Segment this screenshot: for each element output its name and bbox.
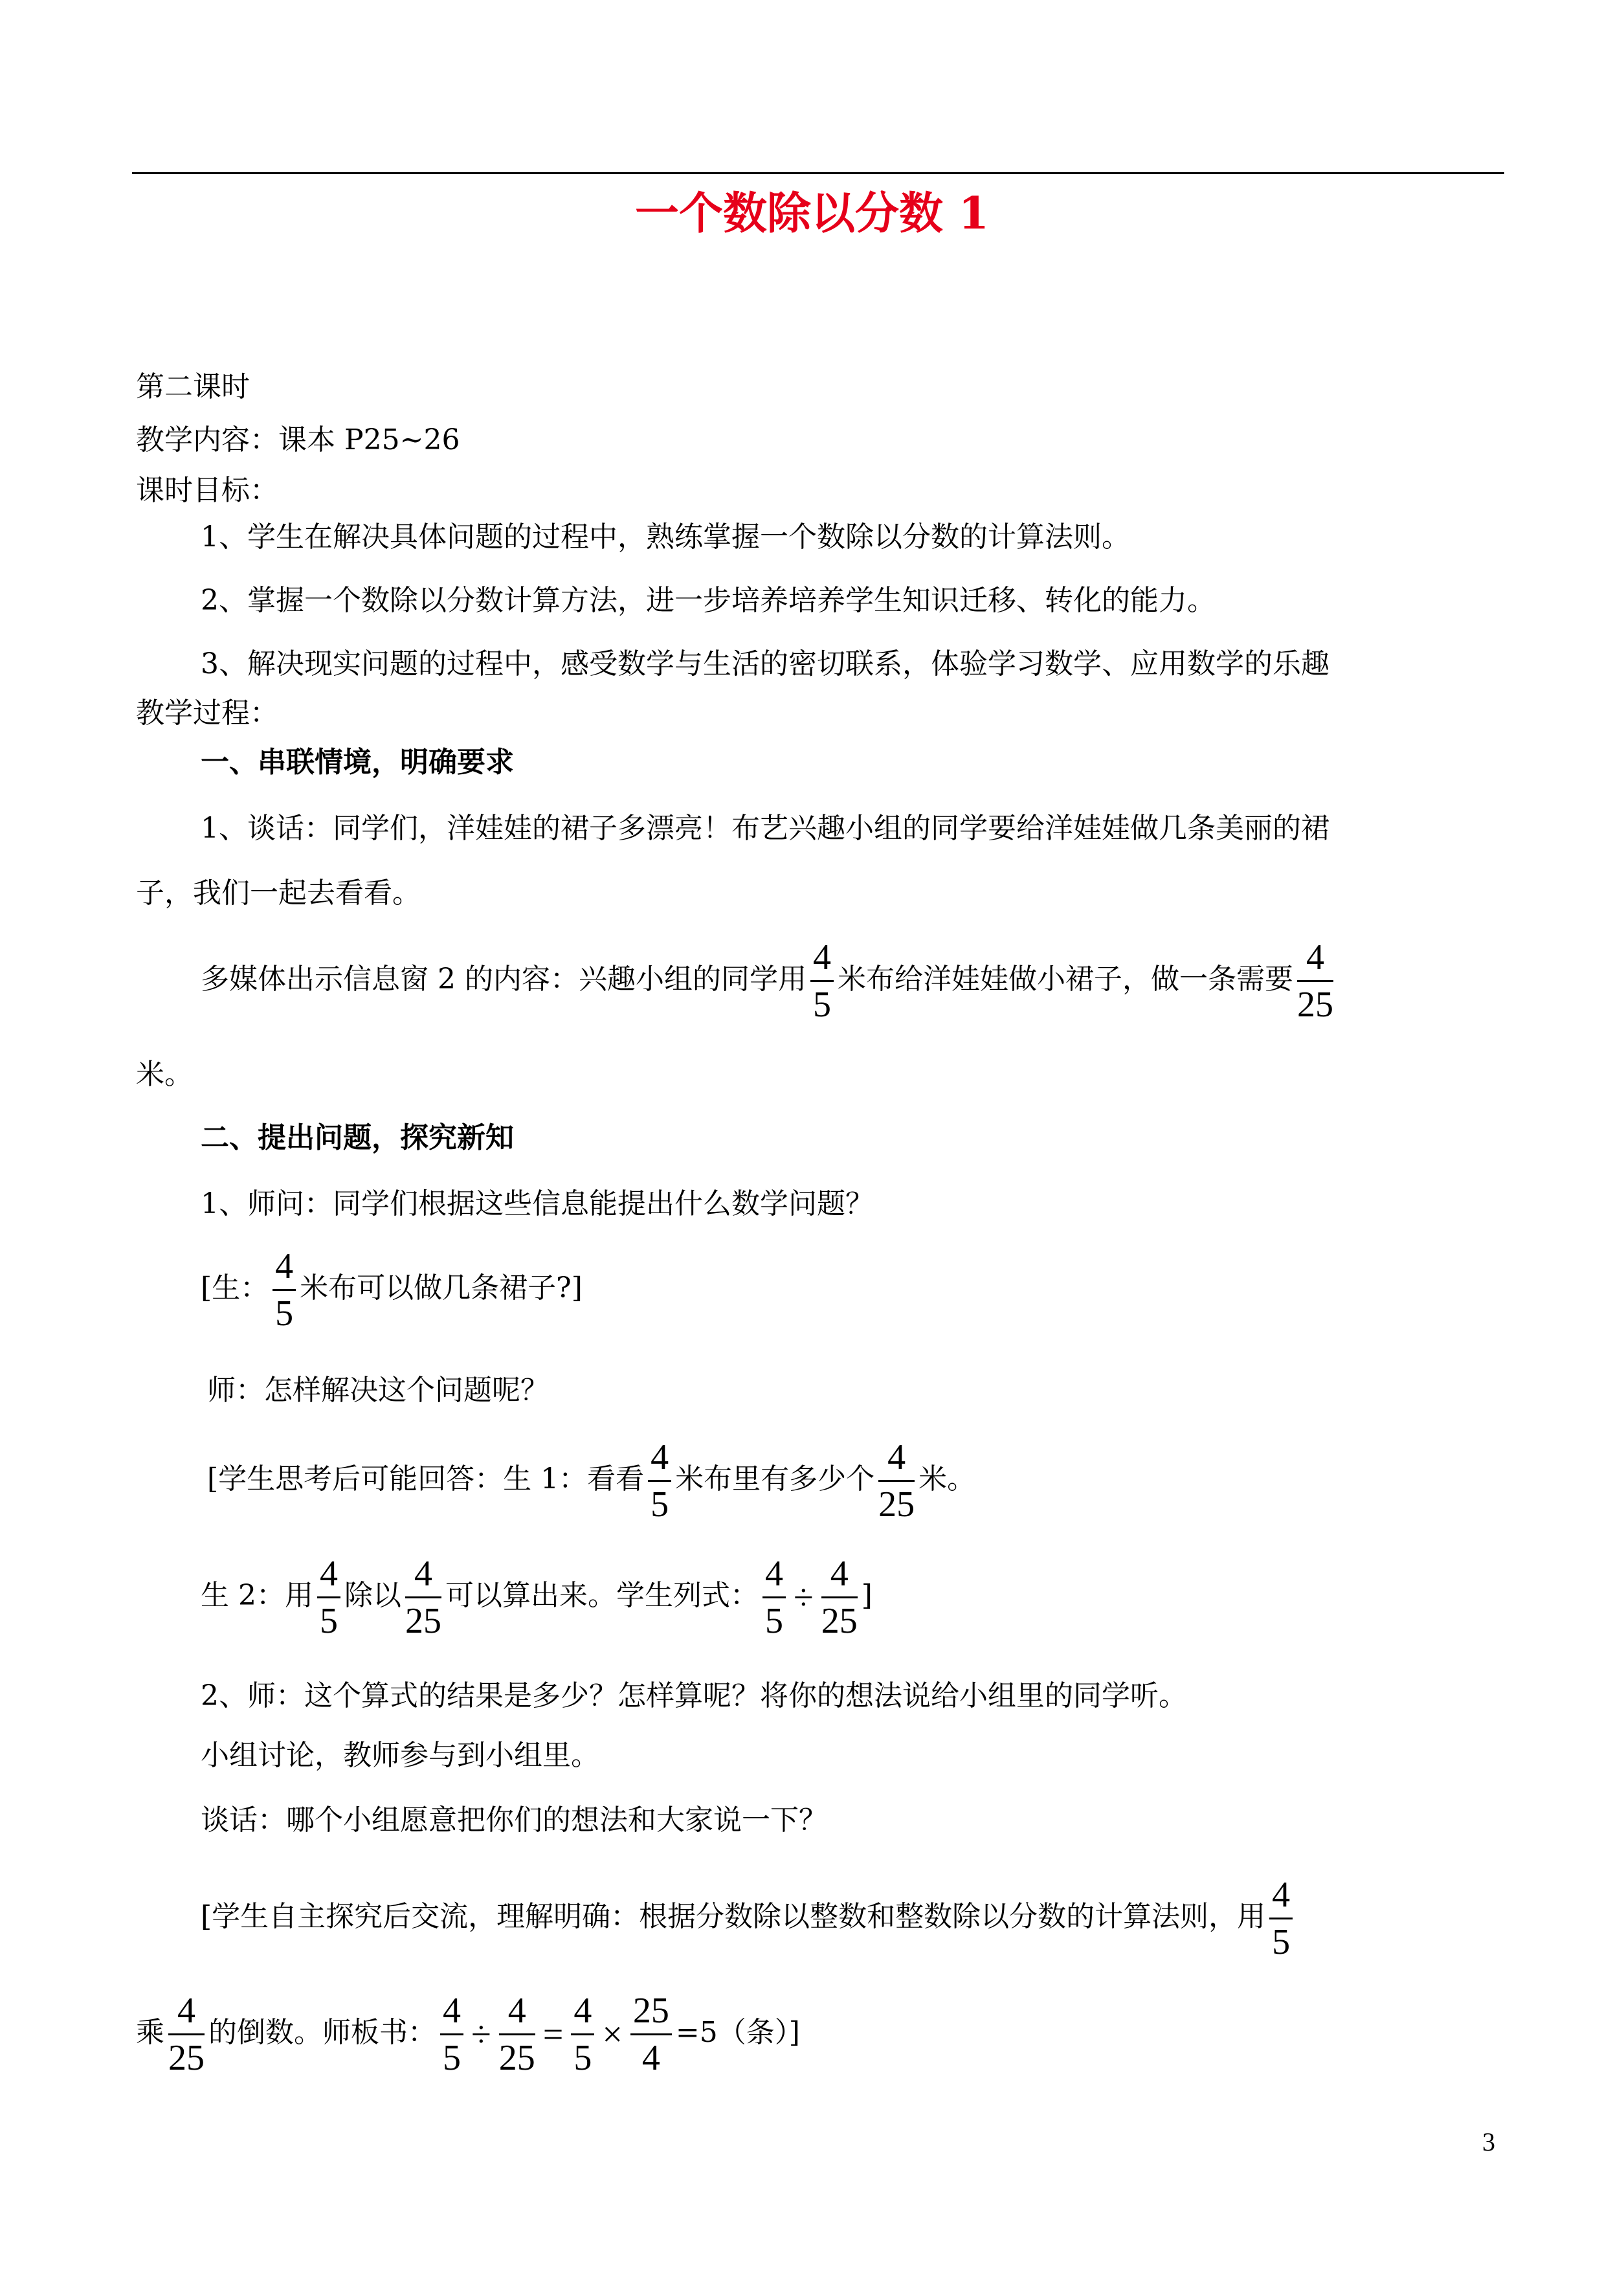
fraction-4-25 <box>405 1554 441 1641</box>
fraction-4-25 <box>821 1554 858 1641</box>
numerator: 4 <box>317 1554 340 1598</box>
s2-question-2: 师：怎样解决这个问题呢？ <box>207 1374 549 1407</box>
multiply-sign: × <box>602 2014 623 2055</box>
s2-p4-text-a: 乘 <box>136 2016 164 2049</box>
fraction-4-5 <box>810 937 834 1025</box>
fraction-4-5 <box>762 1554 786 1641</box>
s1-paragraph-2c: 米。 <box>136 1058 193 1091</box>
s2-paragraph-3 <box>201 1875 1296 1962</box>
s2-paragraph-1: 小组讨论，教师参与到小组里。 <box>201 1739 599 1772</box>
denominator: 5 <box>319 1601 338 1641</box>
section-2-heading: 二、提出问题，探究新知 <box>201 1121 514 1154</box>
s2-a3-text-d: ] <box>861 1579 873 1612</box>
s2-question-1: 1、师问：同学们根据这些信息能提出什么数学问题？ <box>201 1187 874 1220</box>
page-title: 一个数除以分数 1 <box>635 188 989 240</box>
fraction-4-5 <box>648 1437 671 1525</box>
s1-paragraph-1a: 1、谈话：同学们，洋娃娃的裙子多漂亮！布艺兴趣小组的同学要给洋娃娃做几条美丽的裙 <box>201 812 1329 845</box>
numerator: 4 <box>762 1554 786 1598</box>
s1-paragraph-1b: 子，我们一起去看看。 <box>136 877 421 910</box>
denominator: 5 <box>651 1484 669 1525</box>
s2-answer-2 <box>207 1437 975 1525</box>
header-rule <box>132 172 1504 174</box>
numerator: 4 <box>1297 937 1333 982</box>
numerator: 4 <box>1269 1875 1293 1919</box>
fraction-4-5 <box>571 1991 594 2078</box>
content-line: 教学内容：课本 P25~26 <box>136 423 460 456</box>
numerator: 4 <box>571 1991 594 2035</box>
numerator: 4 <box>405 1554 441 1598</box>
fraction-4-25 <box>499 1991 535 2078</box>
goal-1: 1、学生在解决具体问题的过程中，熟练掌握一个数除以分数的计算法则。 <box>201 520 1130 554</box>
numerator: 4 <box>810 937 834 982</box>
s2-question-3: 2、师：这个算式的结果是多少？怎样算呢？将你的想法说给小组里的同学听。 <box>201 1679 1187 1712</box>
fraction-4-25 <box>168 1991 205 2078</box>
equals-sign: = <box>542 2014 564 2055</box>
s2-a3-text-c: 可以算出来。学生列式： <box>445 1579 759 1612</box>
s2-p4-text-b: 的倒数。师板书： <box>208 2016 436 2049</box>
s2-a3-text-a: 生 2：用 <box>201 1579 313 1612</box>
denominator: 5 <box>764 1601 783 1641</box>
s2-a3-text-b: 除以 <box>344 1579 401 1612</box>
fraction-4-5 <box>317 1554 340 1641</box>
s2-a2-text-b: 米布里有多少个 <box>675 1462 875 1495</box>
divide-sign: ÷ <box>793 1577 814 1618</box>
denominator: 5 <box>1272 1922 1291 1962</box>
goals-heading: 课时目标： <box>136 474 278 507</box>
numerator: 4 <box>499 1991 535 2035</box>
s2-p4-text-c: =5（条）] <box>675 2016 800 2049</box>
numerator: 4 <box>821 1554 858 1598</box>
s2-paragraph-4 <box>136 1991 800 2078</box>
numerator: 4 <box>273 1246 296 1291</box>
fraction-4-25 <box>1297 937 1333 1025</box>
numerator: 4 <box>440 1991 463 2035</box>
numerator: 4 <box>648 1437 671 1482</box>
denominator: 25 <box>1296 985 1333 1025</box>
denominator: 25 <box>405 1601 441 1641</box>
s2-paragraph-2: 谈话：哪个小组愿意把你们的想法和大家说一下？ <box>201 1804 827 1837</box>
page-number: 3 <box>1482 2127 1495 2156</box>
s1-p2-text-a: 多媒体出示信息窗 2 的内容：兴趣小组的同学用 <box>201 963 806 996</box>
s2-a1-text-b: 米布可以做几条裙子?] <box>300 1271 583 1304</box>
lesson-label: 第二课时 <box>136 370 250 403</box>
fraction-4-5 <box>1269 1875 1293 1962</box>
denominator: 5 <box>443 2038 461 2078</box>
s2-p3-text: [学生自主探究后交流，理解明确：根据分数除以整数和整数除以分数的计算法则，用 <box>201 1900 1266 1933</box>
s2-answer-3 <box>201 1554 873 1641</box>
divide-sign: ÷ <box>471 2014 491 2055</box>
s1-p2-text-b: 米布给洋娃娃做小裙子，做一条需要 <box>837 963 1293 996</box>
denominator: 25 <box>168 2038 205 2078</box>
goal-3: 3、解决现实问题的过程中，感受数学与生活的密切联系，体验学习数学、应用数学的乐趣 <box>201 647 1329 680</box>
numerator: 4 <box>168 1991 205 2035</box>
process-heading: 教学过程： <box>136 697 278 730</box>
denominator: 25 <box>878 1484 915 1525</box>
denominator: 4 <box>641 2038 660 2078</box>
denominator: 5 <box>812 985 831 1025</box>
s2-a2-text-c: 米。 <box>918 1462 976 1495</box>
fraction-4-5 <box>273 1246 296 1334</box>
s2-answer-1 <box>201 1246 583 1334</box>
denominator: 25 <box>821 1601 858 1641</box>
s2-a1-text-a: [生： <box>201 1271 269 1304</box>
s2-a2-text-a: [学生思考后可能回答：生 1：看看 <box>207 1462 645 1495</box>
fraction-25-4 <box>630 1991 672 2078</box>
numerator: 25 <box>630 1991 672 2035</box>
denominator: 5 <box>275 1293 294 1334</box>
section-1-heading: 一、串联情境，明确要求 <box>201 746 514 779</box>
denominator: 25 <box>498 2038 535 2078</box>
numerator: 4 <box>878 1437 915 1482</box>
fraction-4-5 <box>440 1991 463 2078</box>
fraction-4-25 <box>878 1437 915 1525</box>
goal-2: 2、掌握一个数除以分数计算方法，进一步培养培养学生知识迁移、转化的能力。 <box>201 584 1216 617</box>
denominator: 5 <box>573 2038 592 2078</box>
s1-paragraph-2 <box>201 937 1337 1025</box>
